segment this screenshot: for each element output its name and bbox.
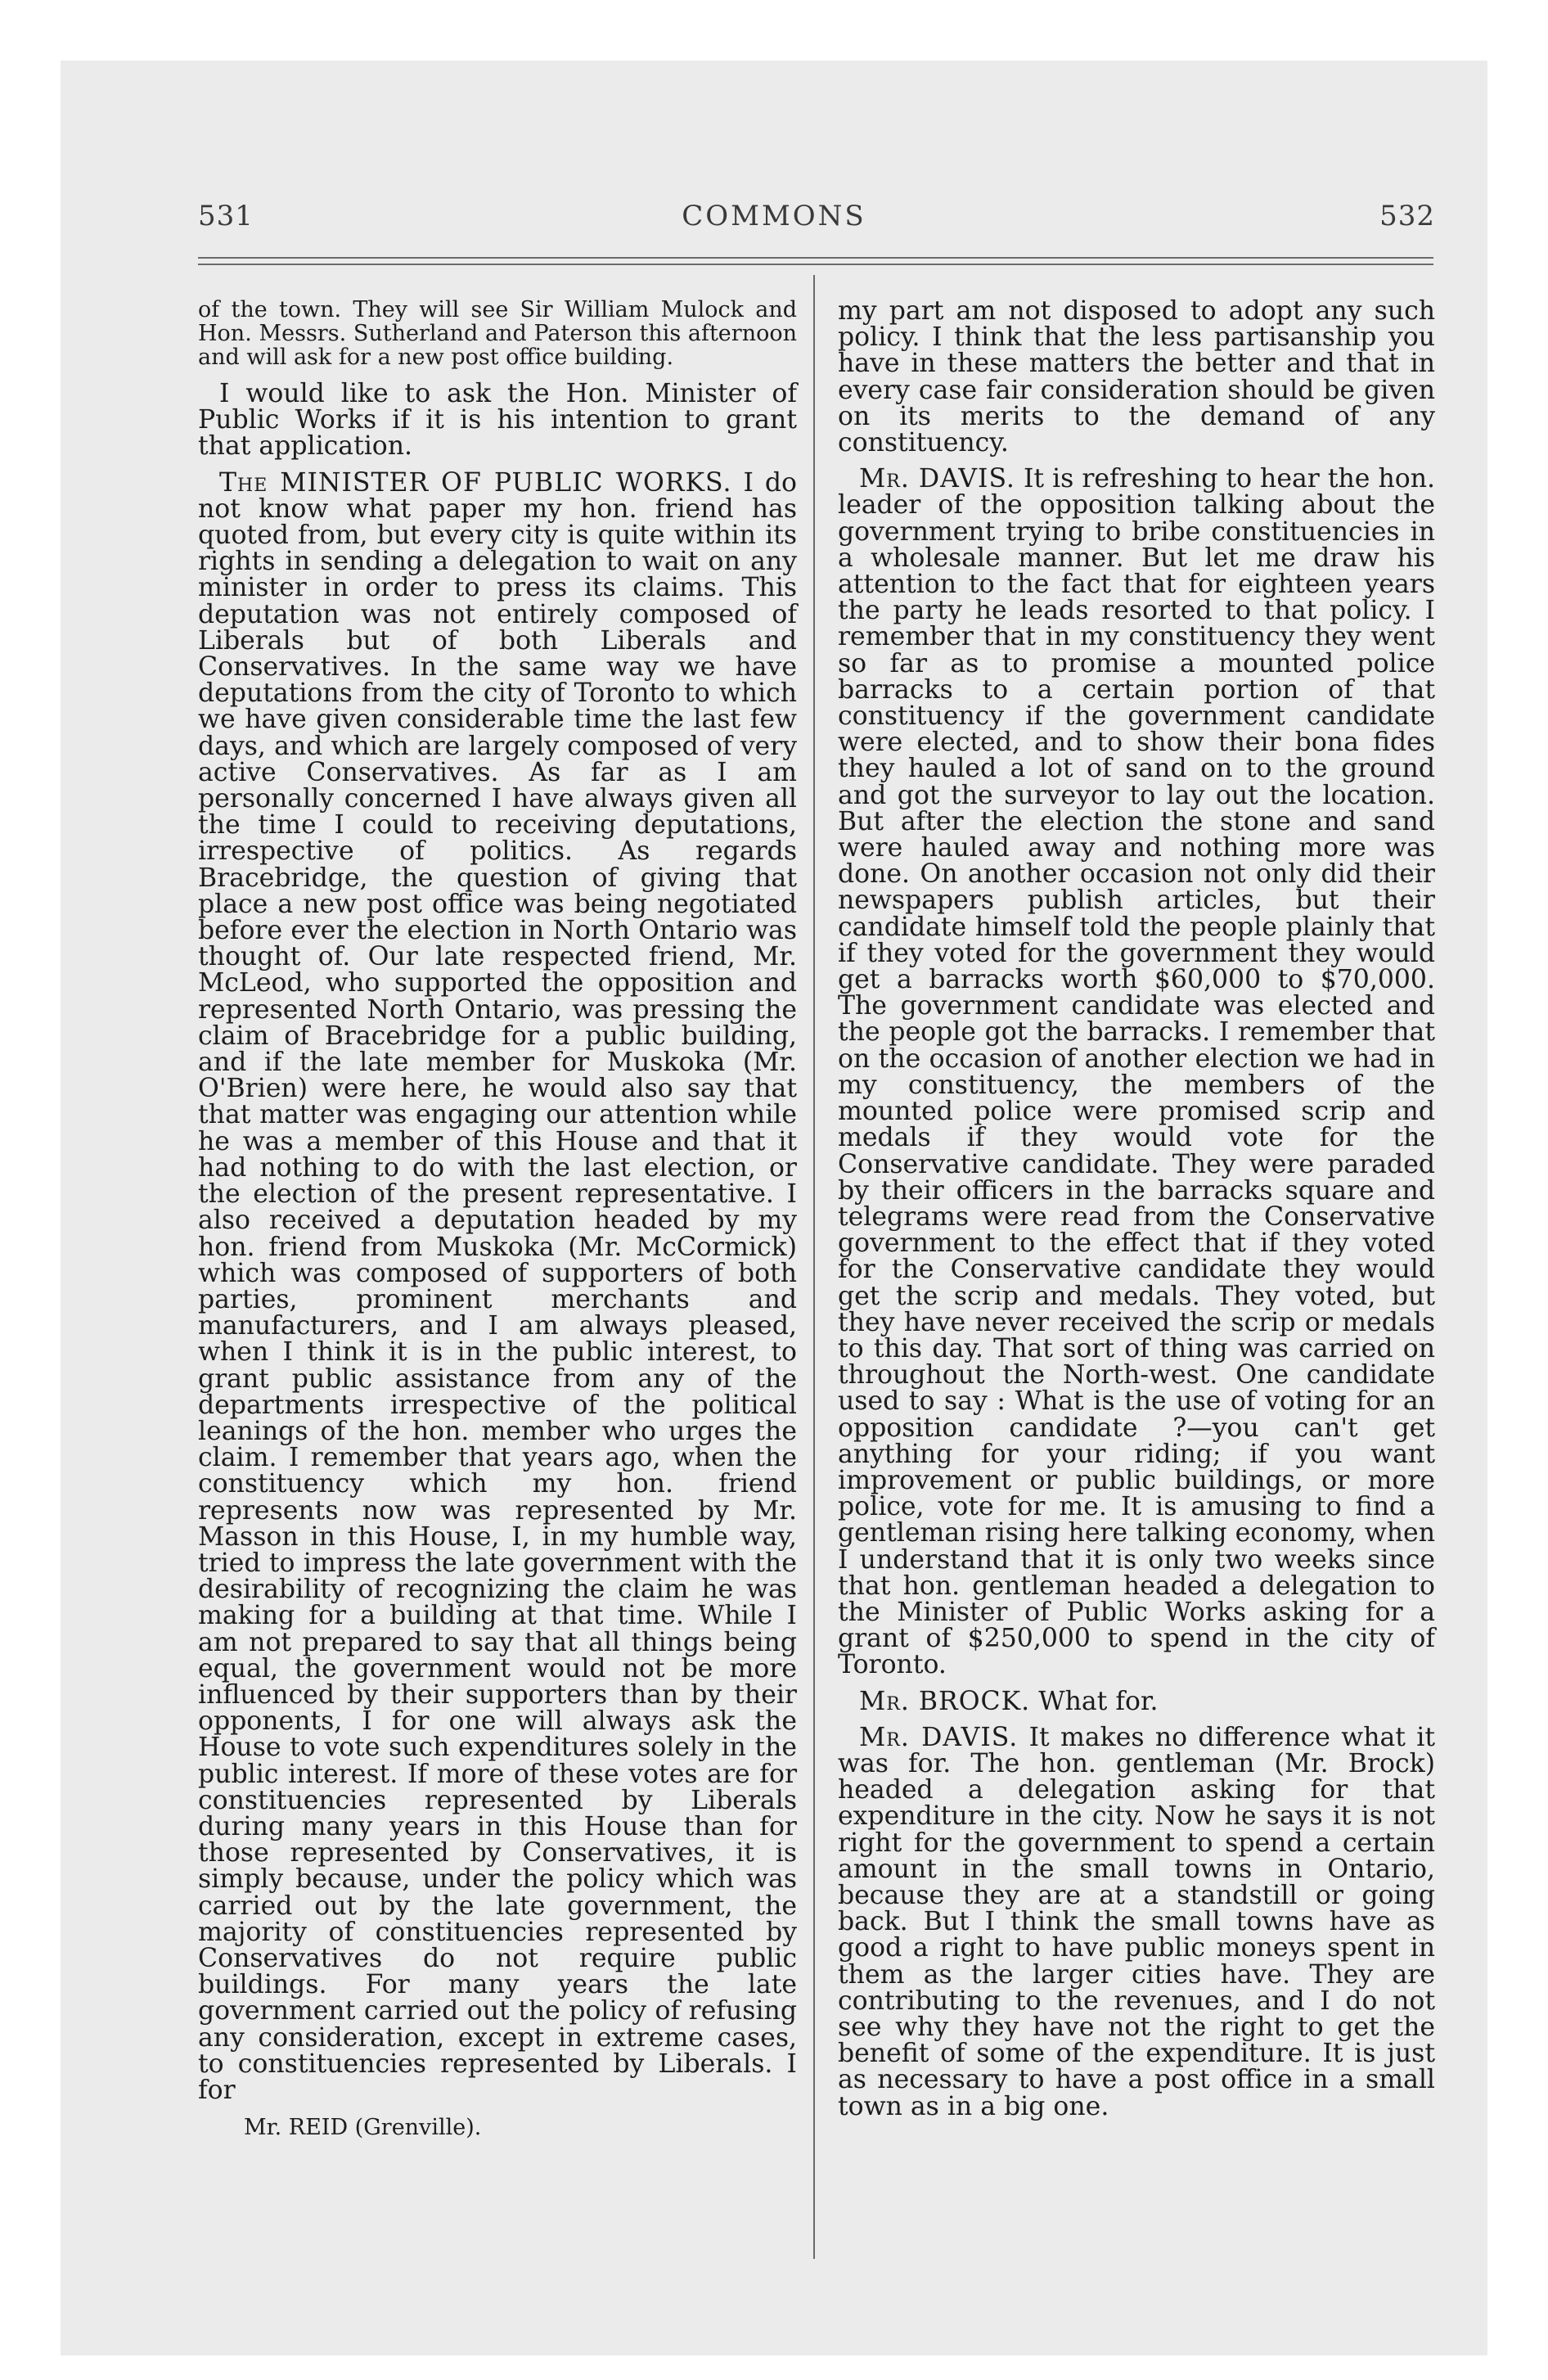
right-column xyxy=(838,298,1435,2130)
right-paragraph-1: my part am not disposed to adopt any such policy. I think that the less partisanship you have in these matters the better and that in every case fair consideration should be given on its merits to the demand of any constituency. xyxy=(838,296,1435,458)
header-rule-bottom xyxy=(198,264,1433,265)
right-paragraph-3 xyxy=(838,1688,1435,1715)
left-column xyxy=(198,298,797,2141)
right-paragraph-4 xyxy=(838,1724,1435,2120)
speaker-name: Mr. BROCK. xyxy=(859,1686,1031,1716)
speaker-name: Mr. DAVIS. xyxy=(859,464,1015,494)
page-number-left: 531 xyxy=(198,200,254,232)
next-speaker-line: Mr. REID (Grenville). xyxy=(244,2115,482,2141)
running-title: COMMONS xyxy=(682,200,866,232)
speech-text: I do not know what paper my hon. friend has quoted from, but every city is quite within its rights in sending a delegation to wait on any minister in order to press its claims. This deputation was not entirely composed of Liberals but of both Liberals and Conservatives. In the same way we have deputations from the city of Toronto to which we have given considerable time the last few days, and which are largely composed of very active Conservatives. As far as I am personally concerned I have always given all the time I could to receiving deputations, irrespective of politics. As regards Bracebridge, the question of giving that place a new post office was being negotiated before ever the election in North Ontario was thought of. Our late respected friend, Mr. McLeod, who supported the opposition and represented North Ontario, was pressing the claim of Bracebridge for a public building, and if the late member for Muskoka (Mr. O'Brien) were here, he would also say that that matter was engaging our attention while he was a member of this House and that it had nothing to do with the last election, or the election of the present representative. I also received a deputation headed by my hon. friend from Muskoka (Mr. McCormick) which was composed of supporters of both parties, prominent merchants and manufacturers, and I am always pleased, when I think it is in the public interest, to grant public assistance from any of the departments irrespective of the political leanings of the hon. member who urges the claim. I remember that years ago, when the constituency which my hon. friend represents now was represented by Mr. Masson in this House, I, in my humble way, tried to impress the late government with the desirability of recognizing the claim he was making for a building at that time. While I am not prepared to say that all things being equal, the government would not be more influenced by their supporters than by their opponents, I for one will always ask the House to vote such expenditures solely in the public interest. If more of these votes are for constituencies represented by Liberals during many years in this House than for those represented by Conservatives, it is simply because, under the policy which was carried out by the late government, the majority of constituencies represented by Conservatives do not require public buildings. For many years the late government carried out the policy of refusing any consideration, except in extreme cases, to constituencies represented by Liberals. I for xyxy=(198,467,797,2105)
scanned-page xyxy=(61,61,1487,2355)
right-paragraph-2 xyxy=(838,466,1435,1678)
speech-text: It is refreshing to hear the hon. leader of the opposition talking about the government trying to bribe constituencies in a wholesale manner. But let me draw his attention to the fact that for eighteen years the party he leads resorted to that policy. I remember that in my constituency they went so far as to promise a mounted police barracks to a certain portion of that constituency if the government candidate were elected, and to show their bona fides they hauled a lot of sand on to the ground and got the surveyor to lay out the location. But after the election the stone and sand were hauled away and nothing more was done. On another occasion not only did their newspapers publish articles, but their candidate himself told the people plainly that if they voted for the government they would get a barracks worth $60,000 to $70,000. The government candidate was elected and the people got the barracks. I remember that on the occasion of another election we had in my constituency, the members of the mounted police were promised scrip and medals if they would vote for the Conservative candidate. They were paraded by their officers in the barracks square and telegrams were read from the Conservative government to the effect that if they voted for the Conservative candidate they would get the scrip and medals. They voted, but they have never received the scrip or medals to this day. That sort of thing was carried on throughout the North-west. One candidate used to say : What is the use of voting for an opposition candidate ?—you can't get anything for your riding; if you want improvement or public buildings, or more police, vote for me. It is amusing to find a gentleman rising here talking economy, when I understand that it is only two weeks since that hon. gentleman headed a delegation to the Minister of Public Works asking for a grant of $250,000 to spend in the city of Toronto. xyxy=(838,464,1435,1680)
speech-text: What for. xyxy=(1038,1686,1159,1716)
header-rule-top xyxy=(198,257,1433,259)
speaker-name: Mr. DAVIS. xyxy=(859,1722,1019,1752)
left-paragraph-3 xyxy=(198,467,797,2105)
page-number-right: 532 xyxy=(1379,200,1435,232)
left-paragraph-2: I would like to ask the Hon. Minister of Public Works if it is his intention to grant that application. xyxy=(198,379,797,462)
speech-text: It makes no difference what it was for. The hon. gentleman (Mr. Brock) headed a delegation asking for that expenditure in the city. Now he says it is not right for the government to spend a certain amount in the small towns in Ontario, because they are at a standstill or going back. But I think the small towns have as good a right to have public moneys spent in them as the larger cities have. They are contributing to the revenues, and I do not see why they have not the right to get the benefit of some of the expenditure. It is just as necessary to have a post office in a small town as in a big one. xyxy=(838,1722,1435,2121)
column-divider xyxy=(813,275,815,2259)
page-header xyxy=(61,196,1487,246)
speaker-name: The MINISTER OF PUBLIC WORKS. xyxy=(219,467,732,498)
left-paragraph-1: of the town. They will see Sir William Mulock and Hon. Messrs. Sutherland and Paterson this afternoon and will ask for a new post office building. xyxy=(198,297,797,370)
